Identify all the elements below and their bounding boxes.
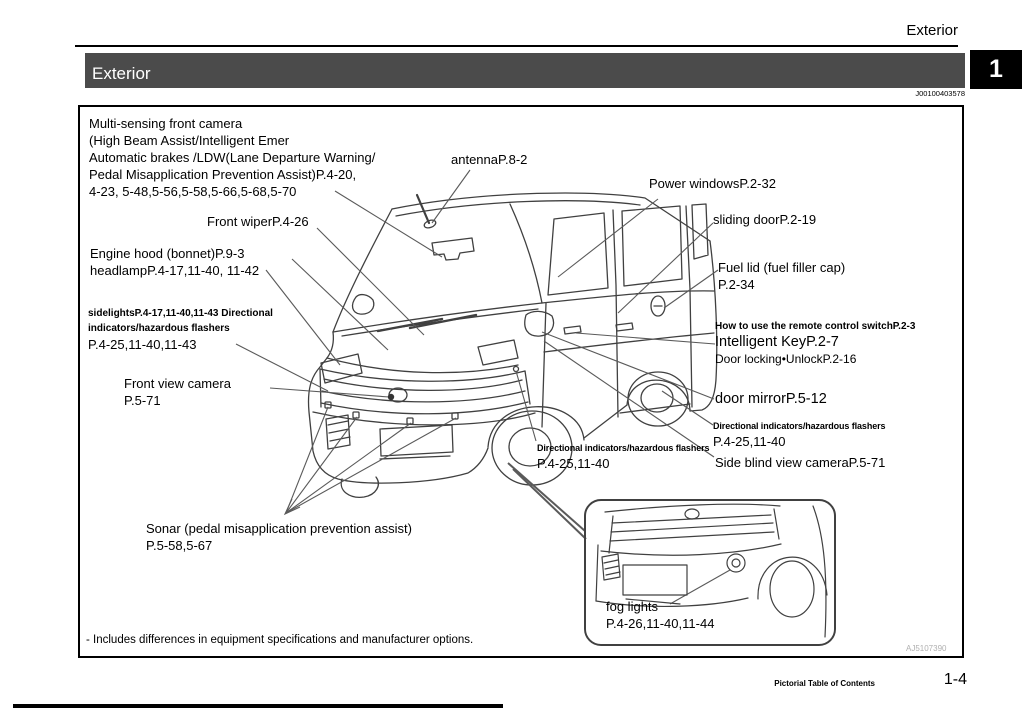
- callout-fuel-lid-line: P.2-34: [718, 277, 755, 292]
- doc-code: J00100403578: [915, 89, 965, 98]
- callout-directional-mid-line: Directional indicators/hazardous flashers: [537, 443, 710, 453]
- page-header-title: Exterior: [906, 22, 958, 39]
- equipment-note-line: - Includes differences in equipment specifications and manufacturer options.: [86, 634, 474, 646]
- callout-sidelights-directional-line: sidelightsP.4-17,11-40,11-43 Directional: [88, 308, 273, 319]
- equipment-note: [86, 632, 473, 649]
- callout-multi-sensing-camera-line: Automatic brakes /LDW(Lane Departure Warning/: [89, 150, 376, 165]
- exterior-diagram: [78, 105, 964, 658]
- callout-door-mirror-line: door mirrorP.5-12: [715, 391, 827, 407]
- callout-antenna: [451, 151, 527, 168]
- callout-sliding-door-line: sliding doorP.2-19: [713, 212, 817, 227]
- header-rule: [75, 45, 958, 47]
- callout-remote-intelligent-key-line: Door locking•UnlockP.2-16: [715, 352, 857, 366]
- callout-door-mirror: [715, 391, 827, 408]
- callout-remote-intelligent-key-line: How to use the remote control switchP.2-3: [715, 321, 916, 332]
- callout-directional-right: [713, 420, 885, 450]
- bottom-edge-bar: [13, 704, 503, 708]
- section-banner-title: Exterior: [92, 64, 151, 83]
- callout-directional-right-line: Directional indicators/hazardous flashers: [713, 421, 886, 431]
- callout-multi-sensing-camera-line: (High Beam Assist/Intelligent Emer: [89, 133, 290, 148]
- callout-remote-intelligent-key-line: Intelligent KeyP.2-7: [715, 334, 839, 350]
- callout-front-view-camera-line: P.5-71: [124, 393, 161, 408]
- callout-antenna-line: antennaP.8-2: [451, 152, 528, 167]
- callout-engine-hood-headlamp-line: headlampP.4-17,11-40, 11-42: [90, 263, 260, 278]
- callout-remote-intelligent-key: [715, 319, 915, 368]
- callout-side-blind-camera-line: Side blind view cameraP.5-71: [715, 455, 886, 470]
- callout-fuel-lid-line: Fuel lid (fuel filler cap): [718, 260, 846, 275]
- art-code: [906, 640, 946, 657]
- callout-directional-mid-line: P.4-25,11-40: [537, 456, 610, 471]
- callout-sonar-line: Sonar (pedal misapplication prevention assist): [146, 521, 412, 536]
- callout-front-wiper-line: Front wiperP.4-26: [207, 214, 309, 229]
- callout-fog-lights-line: fog lights: [606, 599, 659, 614]
- art-code-line: AJ5107390: [906, 644, 947, 653]
- callout-fog-lights-line: P.4-26,11-40,11-44: [606, 616, 715, 631]
- callout-engine-hood-headlamp: [90, 245, 259, 279]
- callout-front-view-camera: [124, 375, 231, 409]
- callout-sidelights-directional-line: P.4-25,11-40,11-43: [88, 337, 197, 352]
- footer-label: Pictorial Table of Contents: [774, 679, 875, 688]
- callout-multi-sensing-camera-line: Multi-sensing front camera: [89, 116, 243, 131]
- callout-front-wiper: [207, 213, 309, 230]
- callout-power-windows: [649, 175, 776, 192]
- callout-fuel-lid: [718, 259, 845, 293]
- callout-sidelights-directional: [88, 306, 273, 353]
- callout-multi-sensing-camera-line: Pedal Misapplication Prevention Assist)P.4-20,: [89, 167, 357, 182]
- section-banner: [85, 53, 965, 88]
- callout-sliding-door: [713, 211, 816, 228]
- callout-power-windows-line: Power windowsP.2-32: [649, 176, 776, 191]
- callout-directional-mid: [537, 442, 709, 472]
- callout-side-blind-camera: [715, 454, 885, 471]
- page-number: 1-4: [943, 671, 967, 688]
- callout-sonar: [146, 520, 412, 554]
- chapter-tab: 1: [970, 50, 1022, 89]
- callout-sonar-line: P.5-58,5-67: [146, 538, 213, 553]
- callout-sidelights-directional-line: indicators/hazardous flashers: [88, 323, 230, 334]
- callout-front-view-camera-line: Front view camera: [124, 376, 231, 391]
- callout-multi-sensing-camera-line: 4-23, 5-48,5-56,5-58,5-66,5-68,5-70: [89, 184, 297, 199]
- callout-directional-right-line: P.4-25,11-40: [713, 434, 786, 449]
- callout-engine-hood-headlamp-line: Engine hood (bonnet)P.9-3: [90, 246, 245, 261]
- callout-fog-lights: [606, 598, 714, 632]
- callout-multi-sensing-camera: [89, 115, 375, 200]
